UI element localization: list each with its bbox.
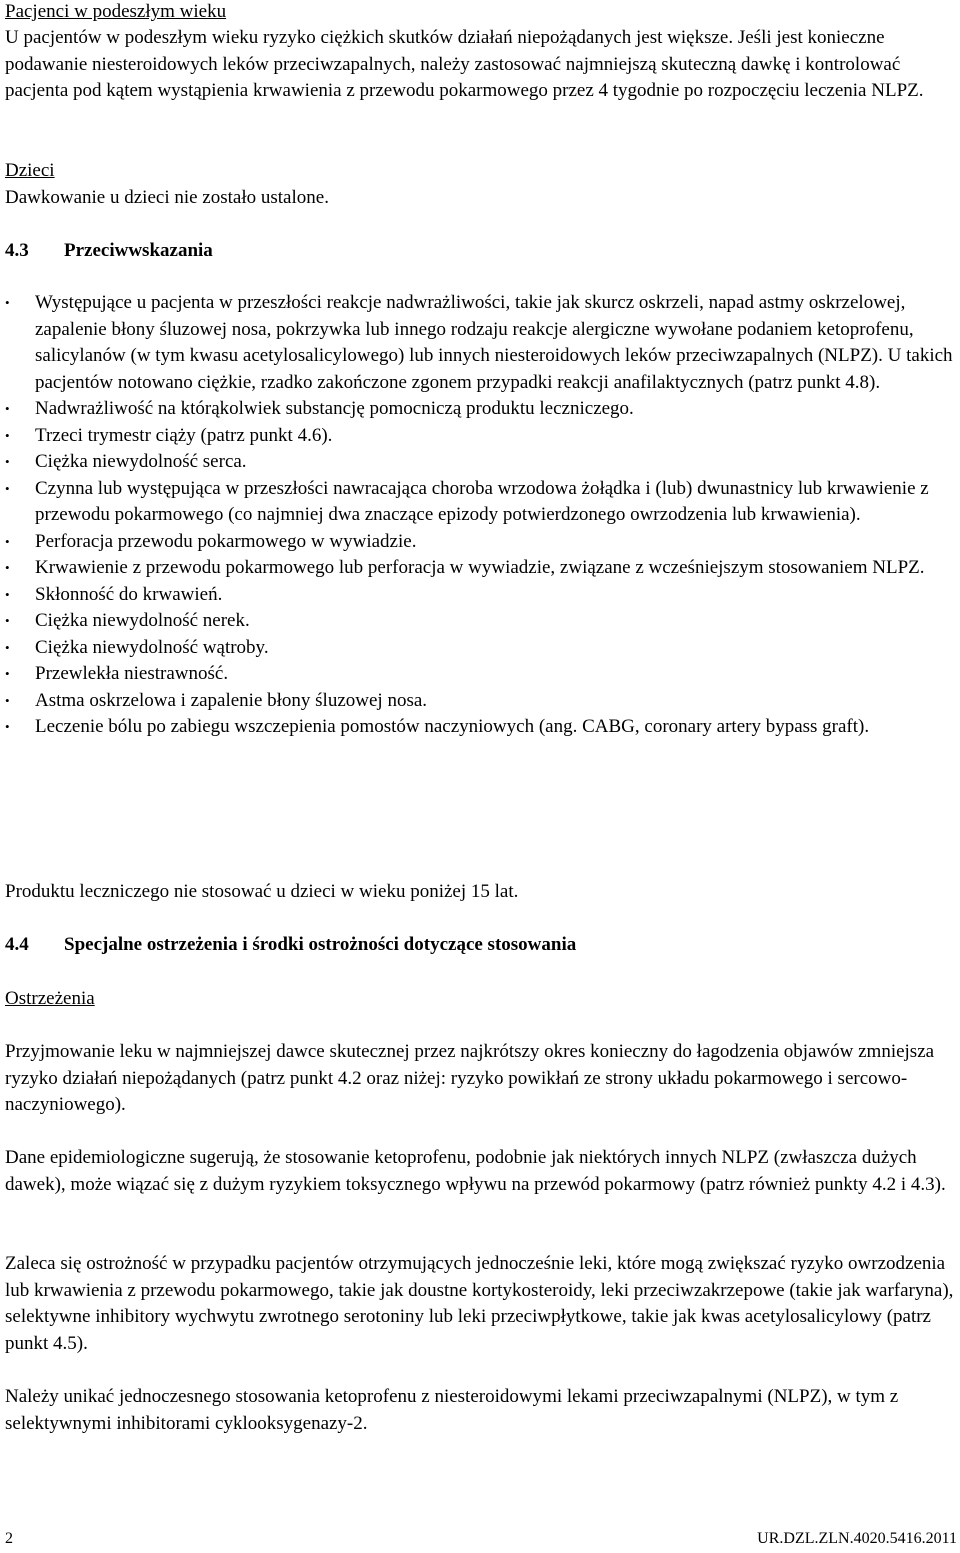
contraindications-list <box>5 290 959 741</box>
list-item: • Ciężka niewydolność serca. <box>5 449 959 476</box>
section-number: 4.3 <box>5 240 29 261</box>
warnings-paragraph: Należy unikać jednoczesnego stosowania ketoprofenu z niesteroidowymi lekami przeciwzapalnymi (NLPZ), w tym z selektywnymi inhibitorami cyklooksygenazy-2. <box>5 1386 899 1434</box>
section-title: Przeciwwskazania <box>64 240 213 261</box>
section-title: Specjalne ostrzeżenia i środki ostrożności dotyczące stosowania <box>64 934 577 955</box>
list-item: • Perforacja przewodu pokarmowego w wywiadzie. <box>5 529 959 556</box>
warnings-paragraph: Dane epidemiologiczne sugerują, że stosowanie ketoprofenu, podobnie jak niektórych innych NLPZ (zwłaszcza dużych dawek), może wiązać się z dużym ryzykiem toksycznego wpływu na przewód pokarmowy (patrz również punkty 4.2 i 4.3). <box>5 1147 946 1195</box>
list-item: • Leczenie bólu po zabiegu wszczepienia pomostów naczyniowych (ang. CABG, coronary artery bypass graft). <box>5 714 959 741</box>
children-age-note: Produktu leczniczego nie stosować u dzieci w wieku poniżej 15 lat. <box>5 881 519 902</box>
list-item: • Przewlekła niestrawność. <box>5 661 959 688</box>
list-item: • Trzeci trymestr ciąży (patrz punkt 4.6). <box>5 423 959 450</box>
elderly-heading: Pacjenci w podeszłym wieku <box>5 1 227 22</box>
list-item: • Nadwrażliwość na którąkolwiek substancję pomocniczą produktu leczniczego. <box>5 396 959 423</box>
list-item: • Skłonność do krwawień. <box>5 582 959 609</box>
list-item: • Astma oskrzelowa i zapalenie błony śluzowej nosa. <box>5 688 959 715</box>
list-item: • Krwawienie z przewodu pokarmowego lub perforacja w wywiadzie, związane z wcześniejszym stosowaniem NLPZ. <box>5 555 959 582</box>
warnings-paragraph: Przyjmowanie leku w najmniejszej dawce skutecznej przez najkrótszy okres konieczny do łagodzenia objawów zmniejsza ryzyko działań niepożądanych (patrz punkt 4.2 oraz niżej: ryzyko powikłań ze strony układu pokarmowego i sercowo-naczyniowego). <box>5 1041 935 1115</box>
list-item: • Ciężka niewydolność nerek. <box>5 608 959 635</box>
section-number: 4.4 <box>5 934 29 955</box>
children-paragraph: Dawkowanie u dzieci nie zostało ustalone. <box>5 187 329 208</box>
document-code: UR.DZL.ZLN.4020.5416.2011 <box>757 1530 957 1547</box>
elderly-paragraph: U pacjentów w podeszłym wieku ryzyko ciężkich skutków działań niepożądanych jest większe. Jeśli jest konieczne podawanie niesteroidowych leków przeciwzapalnych, należy zastosować najmniejszą skuteczną dawkę i kontrolować pacjenta pod kątem wystąpienia krwawienia z przewodu pokarmowego przez 4 tygodnie po rozpoczęciu leczenia NLPZ. <box>5 27 924 101</box>
warnings-subheading: Ostrzeżenia <box>5 988 95 1009</box>
list-item: • Czynna lub występująca w przeszłości nawracająca choroba wrzodowa żołądka i (lub) dwunastnicy lub krwawienie z przewodu pokarmowego (co najmniej dwa znaczące epizody potwierdzonego owrzodzenia lub krwawienia). <box>5 476 959 529</box>
section-4-3-heading <box>5 238 213 265</box>
list-item: • Występujące u pacjenta w przeszłości reakcje nadwrażliwości, takie jak skurcz oskrzeli, napad astmy oskrzelowej, zapalenie błony śluzowej nosa, pokrzywka lub innego rodzaju reakcje alergiczne wywołane podaniem ketoprofenu, salicylanów (w tym kwasu acetylosalicylowego) lub innych niesteroidowych leków przeciwzapalnych (NLPZ). U takich pacjentów notowano ciężkie, rzadko zakończone zgonem przypadki reakcji anafilaktycznych (patrz punkt 4.8). <box>5 290 959 396</box>
section-4-4-heading <box>5 932 576 959</box>
list-item: • Ciężka niewydolność wątroby. <box>5 635 959 662</box>
warnings-paragraph: Zaleca się ostrożność w przypadku pacjentów otrzymujących jednocześnie leki, które mogą zwiększać ryzyko owrzodzenia lub krwawienia z przewodu pokarmowego, takie jak doustne kortykosteroidy, leki przeciwzakrzepowe (takie jak warfaryna), selektywne inhibitory wychwytu zwrotnego serotoniny lub leki przeciwpłytkowe, takie jak kwas acetylosalicylowy (patrz punkt 4.5). <box>5 1253 954 1354</box>
page-number: 2 <box>5 1530 13 1547</box>
children-heading: Dzieci <box>5 160 55 181</box>
